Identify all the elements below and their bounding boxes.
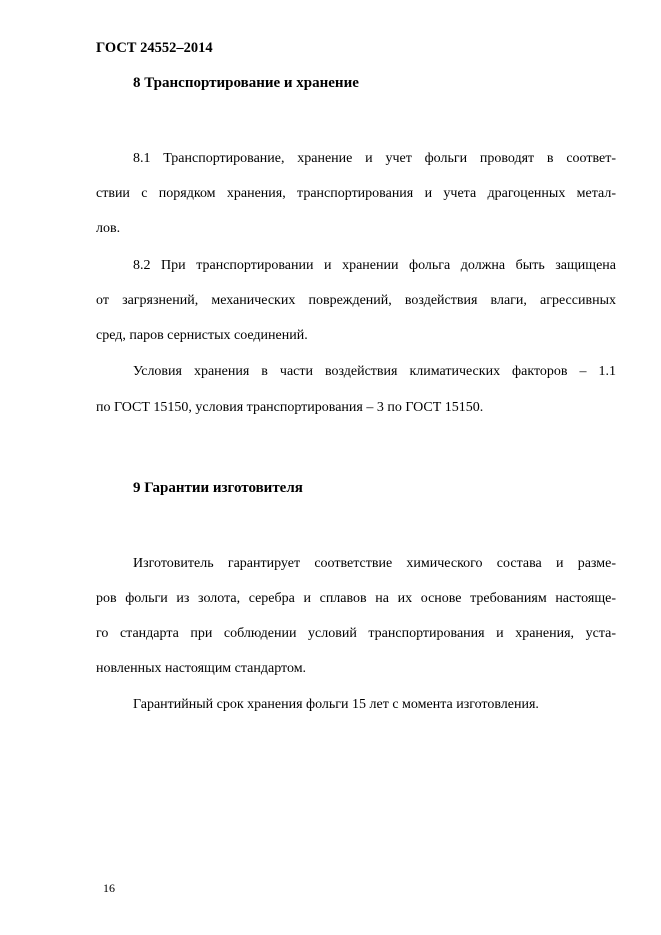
section-9-paragraph-1-line-4: новленных настоящим стандартом. (96, 661, 307, 676)
section-8-paragraph-2-line-2: от загрязнений, механических повреждений, воздействия влаги, агрессивных (96, 293, 616, 308)
page-number: 16 (103, 881, 115, 895)
section-9-paragraph-1-line-1: Изготовитель гарантирует соответствие химического состава и разме- (133, 556, 616, 571)
section-9-paragraph-2-line-1: Гарантийный срок хранения фольги 15 лет с момента изготовления. (133, 697, 539, 712)
section-8-paragraph-1-line-3: лов. (96, 221, 121, 236)
section-8-paragraph-2-line-3: сред, паров сернистых соединений. (96, 328, 308, 343)
document-header: ГОСТ 24552–2014 (96, 40, 213, 56)
section-8-paragraph-3-line-1: Условия хранения в части воздействия климатических факторов – 1.1 (133, 364, 616, 379)
section-9-paragraph-1-line-2: ров фольги из золота, серебра и сплавов на их основе требованиям настояще- (96, 591, 616, 606)
section-9-heading: 9 Гарантии изготовителя (133, 480, 303, 496)
section-8-paragraph-1-line-1: 8.1 Транспортирование, хранение и учет фольги проводят в соответ- (133, 151, 616, 166)
section-8-paragraph-3-line-2: по ГОСТ 15150, условия транспортирования – 3 по ГОСТ 15150. (96, 400, 484, 415)
section-8-paragraph-1-line-2: ствии с порядком хранения, транспортирования и учета драгоценных метал- (96, 186, 616, 201)
section-8-heading: 8 Транспортирование и хранение (133, 75, 359, 91)
section-9-paragraph-1-line-3: го стандарта при соблюдении условий транспортирования и хранения, уста- (96, 626, 616, 641)
section-8-paragraph-2-line-1: 8.2 При транспортировании и хранении фольга должна быть защищена (133, 258, 616, 273)
